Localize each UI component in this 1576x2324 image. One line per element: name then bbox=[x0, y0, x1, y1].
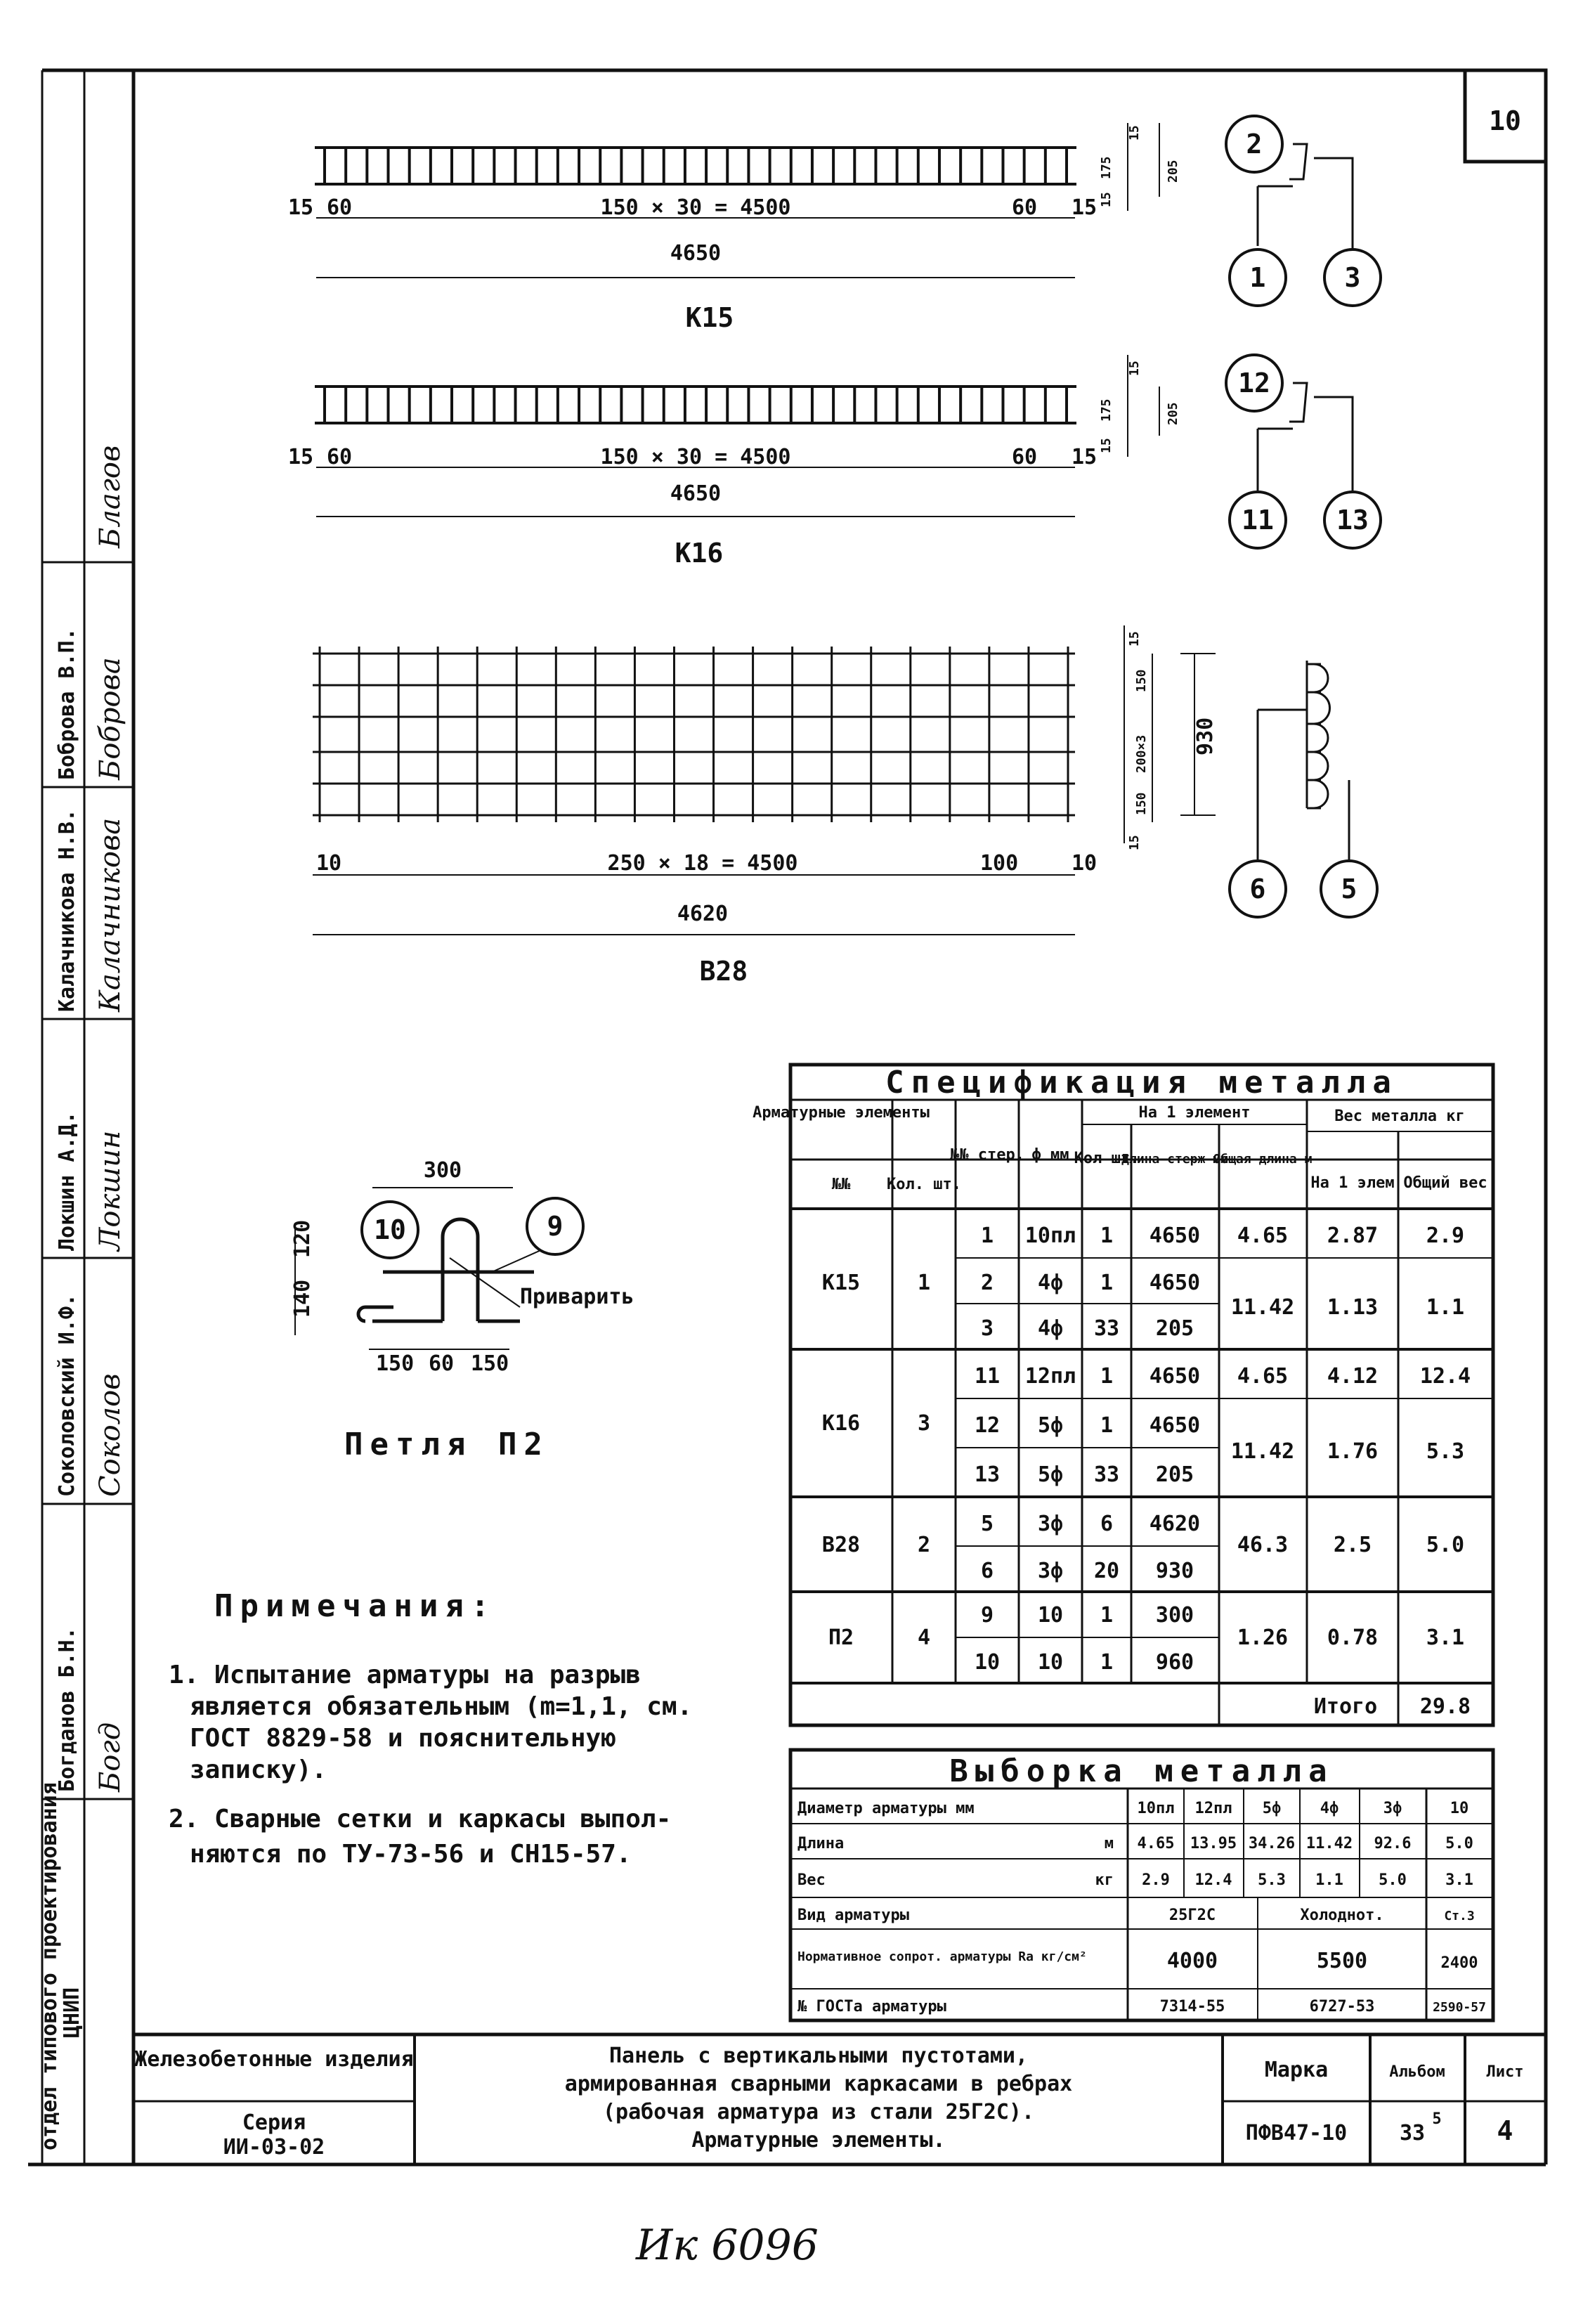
k15-dim-left-b: 60 bbox=[327, 195, 353, 220]
spec-k16-w1-b: 1.76 bbox=[1327, 1439, 1379, 1464]
spec-k15-len-a: 4.65 bbox=[1237, 1223, 1289, 1248]
frame-k16-drawing bbox=[288, 355, 1381, 569]
b28-mesh-grid bbox=[313, 647, 1075, 822]
tb-title-2: армированная сварными каркасами в ребрах bbox=[564, 2072, 1073, 2096]
tb-sheet-label: Лист bbox=[1486, 2063, 1524, 2081]
spec-row-3-c: 33 bbox=[1093, 1316, 1120, 1341]
tb-series-label: Серия bbox=[242, 2110, 306, 2135]
sample-d-5: 3ф bbox=[1383, 1800, 1402, 1817]
k16-dim-left-a: 15 bbox=[288, 445, 314, 469]
spec-h-elements: Арматурные элементы bbox=[753, 1104, 930, 1122]
loop-dim-b2: 60 bbox=[429, 1351, 455, 1376]
k16-dim-left-b: 60 bbox=[327, 445, 353, 469]
k16-dim-right-b: 15 bbox=[1072, 445, 1098, 469]
spec-row-12-l: 4650 bbox=[1149, 1413, 1201, 1438]
spec-row-2-d: 4ф bbox=[1037, 1271, 1064, 1295]
spec-row-11-c: 1 bbox=[1100, 1364, 1114, 1389]
sample-l-2: 13.95 bbox=[1190, 1835, 1237, 1852]
k15-dim-main: 150 × 30 = 4500 bbox=[600, 195, 791, 220]
spec-row-2-c: 1 bbox=[1100, 1271, 1114, 1295]
side-name-3: Локшин А.Д. bbox=[55, 1111, 79, 1251]
spec-p2-w1: 0.78 bbox=[1327, 1625, 1379, 1650]
sample-l-3: 34.26 bbox=[1248, 1835, 1296, 1852]
tb-mark-label: Марка bbox=[1264, 2058, 1329, 2082]
spec-b28-w1: 2.5 bbox=[1333, 1533, 1372, 1557]
spec-h-metal-weight: Вес металла кг bbox=[1334, 1108, 1465, 1125]
spec-b28-mark: В28 bbox=[821, 1533, 861, 1557]
svg-text:6: 6 bbox=[1249, 874, 1266, 904]
svg-text:3: 3 bbox=[1344, 262, 1361, 293]
k15-dim-right-a: 60 bbox=[1012, 195, 1038, 220]
b28-h-bot: 15 bbox=[1127, 835, 1142, 850]
spec-row-3-n: 3 bbox=[980, 1316, 994, 1341]
note-line-4: записку). bbox=[190, 1755, 327, 1784]
sample-norm-1: 4000 bbox=[1166, 1949, 1218, 1973]
loop-weld-note: Приварить bbox=[520, 1285, 634, 1309]
spec-row-10-n: 10 bbox=[974, 1650, 1001, 1675]
k16-dim-main: 150 × 30 = 4500 bbox=[600, 445, 791, 469]
sample-l-6: 5.0 bbox=[1445, 1835, 1473, 1852]
side-name-5: Богданов Б.Н. bbox=[55, 1627, 79, 1792]
spec-h-rod-nn: №№ стер. bbox=[950, 1146, 1024, 1164]
spec-row-10-c: 1 bbox=[1100, 1650, 1114, 1675]
spec-row-6-d: 3ф bbox=[1037, 1559, 1064, 1583]
spec-row-5-n: 5 bbox=[980, 1512, 994, 1536]
spec-k16-len-a: 4.65 bbox=[1237, 1364, 1289, 1389]
sample-w-4: 1.1 bbox=[1315, 1871, 1343, 1889]
spec-total-value: 29.8 bbox=[1419, 1694, 1471, 1719]
spec-b28-len: 46.3 bbox=[1237, 1533, 1289, 1557]
spec-row-13-d: 5ф bbox=[1037, 1462, 1064, 1487]
spec-k16-len-b: 11.42 bbox=[1230, 1439, 1295, 1464]
spec-h-w-total: Общий вес bbox=[1403, 1174, 1487, 1192]
sample-kind-1: 25Г2С bbox=[1168, 1907, 1216, 1924]
spec-row-12-n: 12 bbox=[974, 1413, 1001, 1438]
signature-3: Локшин bbox=[94, 1130, 126, 1251]
spec-row-13-l: 205 bbox=[1155, 1462, 1194, 1487]
b28-h-top: 15 bbox=[1127, 631, 1142, 647]
spec-h-count: Кол шт. bbox=[1074, 1150, 1140, 1167]
spec-table bbox=[753, 1065, 1493, 1725]
tb-title-3: (рабочая арматура из стали 25Г2С). bbox=[602, 2100, 1035, 2124]
spec-k16-mark: К16 bbox=[821, 1411, 861, 1436]
mesh-b28-drawing bbox=[313, 625, 1377, 987]
tb-sheet: 4 bbox=[1497, 2115, 1513, 2146]
sample-gost-3: 2590-57 bbox=[1433, 2000, 1486, 2015]
title-block bbox=[133, 2034, 1546, 2164]
k15-ladder bbox=[315, 148, 1076, 184]
spec-p2-mark: П2 bbox=[828, 1625, 854, 1650]
svg-text:5: 5 bbox=[1341, 874, 1357, 904]
spec-k15-w1-b: 1.13 bbox=[1327, 1295, 1379, 1320]
b28-h-total: 930 bbox=[1193, 717, 1218, 755]
b28-h-mid: 200×3 bbox=[1134, 734, 1149, 773]
sample-d-3: 5ф bbox=[1262, 1800, 1282, 1817]
spec-b28-qty: 2 bbox=[917, 1533, 931, 1557]
svg-text:9: 9 bbox=[547, 1211, 564, 1242]
sample-norm-2: 5500 bbox=[1316, 1949, 1368, 1973]
side-name-2: Калачникова Н.В. bbox=[55, 809, 79, 1012]
spec-row-1-c: 1 bbox=[1100, 1223, 1114, 1248]
sample-w-1: 2.9 bbox=[1142, 1871, 1170, 1889]
k15-h3: 15 bbox=[1099, 192, 1114, 207]
spec-h-rod-len: Длина стерж мм bbox=[1121, 1152, 1228, 1167]
svg-text:2: 2 bbox=[1246, 129, 1263, 160]
sample-w-3: 5.3 bbox=[1258, 1871, 1286, 1889]
sample-l-4: 11.42 bbox=[1305, 1835, 1353, 1852]
spec-k16-wt-b: 5.3 bbox=[1426, 1439, 1465, 1464]
side-name-1: Боброва В.П. bbox=[55, 628, 79, 780]
k16-h4: 205 bbox=[1166, 402, 1180, 425]
spec-row-2-n: 2 bbox=[980, 1271, 994, 1295]
sample-len-label: Длина bbox=[797, 1835, 845, 1852]
spec-row-9-n: 9 bbox=[980, 1603, 994, 1628]
sample-l-1: 4.65 bbox=[1137, 1835, 1175, 1852]
b28-label: В28 bbox=[699, 956, 748, 987]
signature-4: Калачникова bbox=[94, 817, 126, 1012]
spec-k15-wt-b: 1.1 bbox=[1426, 1295, 1465, 1320]
sample-wt-unit: кг bbox=[1095, 1871, 1114, 1889]
tb-title-4: Арматурные элементы. bbox=[691, 2128, 946, 2153]
sample-len-unit: м bbox=[1104, 1835, 1114, 1852]
k15-dim-total: 4650 bbox=[670, 241, 722, 266]
sample-norm-3: 2400 bbox=[1440, 1954, 1478, 1972]
k16-label: К16 bbox=[675, 538, 724, 569]
spec-row-6-c: 20 bbox=[1093, 1559, 1120, 1583]
spec-k16-w1-a: 4.12 bbox=[1327, 1364, 1379, 1389]
frame-k15-drawing bbox=[288, 116, 1381, 333]
note-line-5: 2. Сварные сетки и каркасы выпол- bbox=[169, 1805, 672, 1833]
b28-h-150a: 150 bbox=[1134, 669, 1149, 692]
sample-gost-label: № ГОСТа арматуры bbox=[797, 1998, 946, 2015]
spec-p2-qty: 4 bbox=[917, 1625, 931, 1650]
spec-k15-wt-a: 2.9 bbox=[1426, 1223, 1465, 1248]
spec-row-3-d: 4ф bbox=[1037, 1316, 1064, 1341]
loop-title: Петля П2 bbox=[344, 1427, 549, 1462]
k15-h4: 205 bbox=[1166, 160, 1180, 183]
b28-dim-main: 250 × 18 = 4500 bbox=[607, 851, 798, 876]
loop-dim-b1: 150 bbox=[376, 1351, 415, 1376]
spec-row-6-l: 930 bbox=[1155, 1559, 1194, 1583]
sample-norm-label: Нормативное сопрот. арматуры Rа кг/см² bbox=[797, 1949, 1087, 1964]
sample-w-6: 3.1 bbox=[1445, 1871, 1473, 1889]
svg-text:12: 12 bbox=[1238, 368, 1270, 398]
k15-dim-right-b: 15 bbox=[1072, 195, 1098, 220]
k15-label: К15 bbox=[685, 302, 734, 333]
spec-k15-w1-a: 2.87 bbox=[1327, 1223, 1379, 1248]
b28-dim-left: 10 bbox=[316, 851, 342, 876]
spec-title: Спецификация металла bbox=[885, 1065, 1398, 1101]
sheet-number-box bbox=[1465, 70, 1546, 162]
spec-b28-wt: 5.0 bbox=[1426, 1533, 1465, 1557]
signature-2: Соколов bbox=[94, 1373, 126, 1497]
tb-category: Железобетонные изделия bbox=[134, 2047, 414, 2072]
spec-row-12-d: 5ф bbox=[1037, 1413, 1064, 1438]
b28-dim-right-a: 100 bbox=[980, 851, 1019, 876]
sample-kind-label: Вид арматуры bbox=[797, 1907, 909, 1924]
spec-row-9-d: 10 bbox=[1037, 1603, 1064, 1628]
signature-1: Богд bbox=[94, 1722, 126, 1792]
b28-h-150b: 150 bbox=[1134, 792, 1149, 815]
sample-d-2: 12пл bbox=[1194, 1800, 1232, 1817]
spec-row-1-n: 1 bbox=[980, 1223, 994, 1248]
spec-h-qty: Кол. шт. bbox=[887, 1176, 961, 1193]
side-name-4: Соколовский И.Ф. bbox=[55, 1294, 79, 1497]
k16-ladder bbox=[315, 387, 1076, 423]
note-line-6: няются по ТУ-73-56 и СН15-57. bbox=[190, 1840, 632, 1869]
tb-title-1: Панель с вертикальными пустотами, bbox=[608, 2044, 1029, 2068]
spec-row-3-l: 205 bbox=[1155, 1316, 1194, 1341]
spec-h-dia: ϕ мм bbox=[1031, 1146, 1069, 1164]
spec-k15-mark: К15 bbox=[821, 1271, 861, 1295]
k16-h3: 15 bbox=[1099, 438, 1114, 453]
spec-row-5-d: 3ф bbox=[1037, 1512, 1064, 1536]
sample-d-4: 4ф bbox=[1320, 1800, 1339, 1817]
k16-dim-total: 4650 bbox=[670, 481, 722, 506]
spec-p2-wt: 3.1 bbox=[1426, 1625, 1465, 1650]
sample-d-1: 10пл bbox=[1137, 1800, 1175, 1817]
k16-h2: 175 bbox=[1099, 398, 1114, 422]
k15-h2: 175 bbox=[1099, 156, 1114, 179]
spec-row-11-d: 12пл bbox=[1024, 1364, 1076, 1389]
loop-dim-top: 300 bbox=[423, 1158, 462, 1183]
sample-diam-label: Диаметр арматуры мм bbox=[797, 1800, 975, 1817]
signature-6: Благов bbox=[94, 445, 126, 548]
spec-p2-len: 1.26 bbox=[1237, 1625, 1289, 1650]
sample-table bbox=[790, 1750, 1493, 2020]
spec-total-label: Итого bbox=[1313, 1694, 1378, 1719]
sample-title: Выборка металла bbox=[949, 1753, 1334, 1789]
spec-row-9-c: 1 bbox=[1100, 1603, 1114, 1628]
spec-h-w-one: На 1 элем bbox=[1310, 1174, 1395, 1192]
tb-series: ИИ-03-02 bbox=[223, 2135, 325, 2160]
inventory-number: Ик 6096 bbox=[636, 2221, 819, 2270]
spec-row-13-c: 33 bbox=[1093, 1462, 1120, 1487]
notes-block bbox=[169, 1588, 692, 1869]
loop-p2-drawing bbox=[290, 1158, 634, 1462]
sample-gost-2: 6727-53 bbox=[1309, 1998, 1375, 2015]
svg-text:10: 10 bbox=[374, 1214, 406, 1245]
spec-h-nn: №№ bbox=[831, 1176, 851, 1193]
spec-row-10-d: 10 bbox=[1037, 1650, 1064, 1675]
sample-w-5: 5.0 bbox=[1379, 1871, 1407, 1889]
tb-mark: ПФВ47-10 bbox=[1245, 2121, 1348, 2146]
side-org-short: ЦНИП bbox=[60, 1987, 84, 2038]
spec-row-5-l: 4620 bbox=[1149, 1512, 1201, 1536]
spec-k16-wt-a: 12.4 bbox=[1419, 1364, 1471, 1389]
sample-d-6: 10 bbox=[1450, 1800, 1469, 1817]
note-line-2: является обязательным (m=1,1, см. bbox=[190, 1692, 693, 1721]
loop-dim-b3: 150 bbox=[471, 1351, 509, 1376]
k16-dim-right-a: 60 bbox=[1012, 445, 1038, 469]
spec-row-1-d: 10пл bbox=[1024, 1223, 1076, 1248]
spec-row-13-n: 13 bbox=[974, 1462, 1001, 1487]
spec-row-9-l: 300 bbox=[1155, 1603, 1194, 1628]
sample-wt-label: Вес bbox=[797, 1871, 826, 1889]
note-line-3: ГОСТ 8829-58 и пояснительную bbox=[190, 1724, 616, 1753]
spec-k15-len-b: 11.42 bbox=[1230, 1295, 1295, 1320]
sheet-number: 10 bbox=[1489, 105, 1521, 136]
side-org: отдел типового проектирования bbox=[37, 1782, 62, 2150]
b28-dim-total: 4620 bbox=[677, 902, 729, 926]
sample-gost-1: 7314-55 bbox=[1159, 1998, 1225, 2015]
spec-h-total-len: Общая длина м bbox=[1213, 1152, 1313, 1167]
sample-l-5: 92.6 bbox=[1374, 1835, 1412, 1852]
sample-kind-3: Ст.3 bbox=[1444, 1909, 1475, 1923]
notes-title: Примечания: bbox=[214, 1588, 497, 1624]
note-line-1: 1. Испытание арматуры на разрыв bbox=[169, 1661, 641, 1689]
tb-album-sup: 5 bbox=[1432, 2110, 1442, 2128]
k15-dim-left-a: 15 bbox=[288, 195, 314, 220]
spec-row-1-l: 4650 bbox=[1149, 1223, 1201, 1248]
sample-w-2: 12.4 bbox=[1194, 1871, 1232, 1889]
spec-row-11-l: 4650 bbox=[1149, 1364, 1201, 1389]
spec-row-11-n: 11 bbox=[974, 1364, 1001, 1389]
spec-h-per-element: На 1 элемент bbox=[1138, 1104, 1251, 1122]
tb-album-label: Альбом bbox=[1389, 2063, 1445, 2081]
spec-k16-qty: 3 bbox=[917, 1411, 931, 1436]
svg-text:13: 13 bbox=[1336, 505, 1369, 535]
spec-row-10-l: 960 bbox=[1155, 1650, 1194, 1675]
signature-5: Боброва bbox=[94, 657, 126, 780]
b28-dim-right-b: 10 bbox=[1072, 851, 1098, 876]
spec-row-6-n: 6 bbox=[980, 1559, 994, 1583]
svg-text:11: 11 bbox=[1242, 505, 1274, 535]
loop-dim-h2: 140 bbox=[290, 1279, 315, 1318]
spec-row-2-l: 4650 bbox=[1149, 1271, 1201, 1295]
spec-k15-qty: 1 bbox=[917, 1271, 931, 1295]
sample-kind-2: Холоднот. bbox=[1300, 1907, 1384, 1924]
spec-row-5-c: 6 bbox=[1100, 1512, 1114, 1536]
k16-h1: 15 bbox=[1127, 361, 1142, 376]
tb-album: 33 bbox=[1399, 2121, 1426, 2146]
spec-row-12-c: 1 bbox=[1100, 1413, 1114, 1438]
svg-text:1: 1 bbox=[1249, 262, 1266, 293]
loop-dim-h1: 120 bbox=[290, 1219, 315, 1258]
k15-h1: 15 bbox=[1127, 125, 1142, 141]
